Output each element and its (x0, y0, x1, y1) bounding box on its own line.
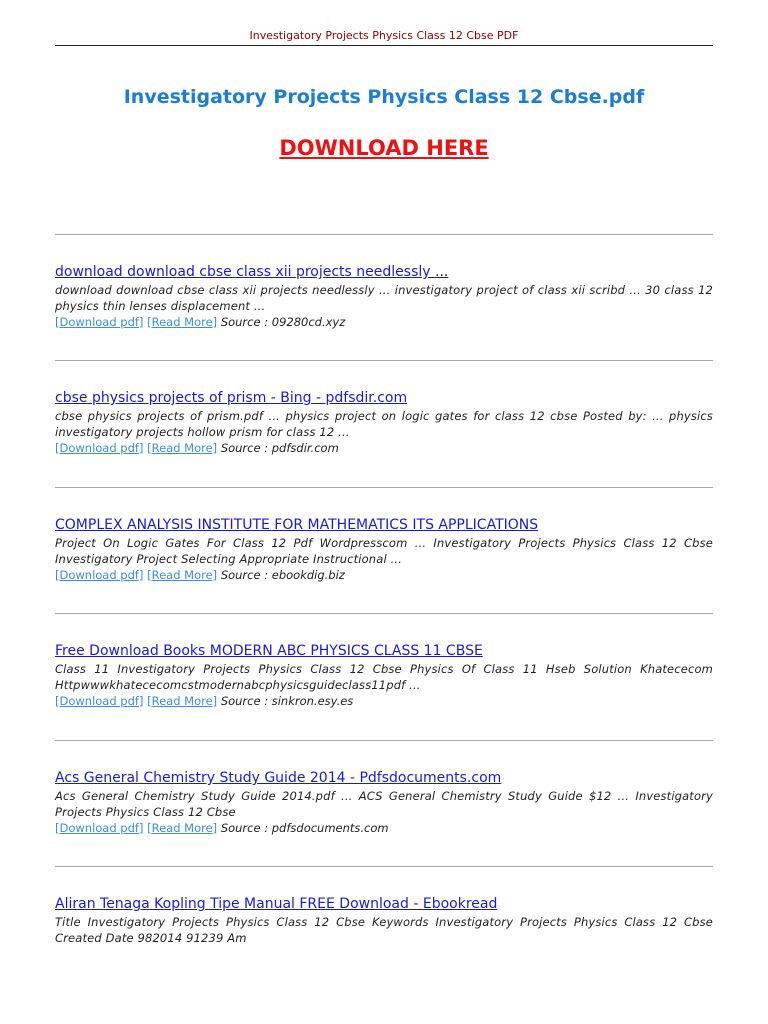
source-label: Source : (220, 441, 272, 455)
result-item (55, 389, 713, 456)
result-snippet: Title Investigatory Projects Physics Class 12 Cbse Keywords Investigatory Projects Physics Class 12 Cbse Created Date 982014 91239 Am (55, 915, 713, 945)
result-title-link[interactable]: Acs General Chemistry Study Guide 2014 - Pdfsdocuments.com (55, 770, 502, 786)
result-meta (55, 314, 713, 330)
header-divider (55, 45, 713, 46)
result-divider (55, 613, 713, 614)
download-pdf-link[interactable]: [Download pdf] (55, 694, 144, 708)
result-snippet: Acs General Chemistry Study Guide 2014.pdf ... ACS General Chemistry Study Guide $12 ... Investigatory Projects Physics Class 12 Cbse (55, 789, 713, 819)
result-item (55, 516, 713, 583)
running-header-title: Investigatory Projects Physics Class 12 Cbse PDF (249, 29, 519, 42)
read-more-link[interactable]: [Read More] (147, 694, 218, 708)
result-item (55, 895, 713, 946)
source-value: pdfsdocuments.com (271, 821, 389, 835)
result-title-link[interactable]: COMPLEX ANALYSIS INSTITUTE FOR MATHEMATICS ITS APPLICATIONS (55, 517, 539, 533)
result-snippet: download download cbse class xii projects needlessly ... investigatory project of class xii scribd ... 30 class 12 physics thin lenses displacement ... (55, 283, 713, 313)
source-value: sinkron.esy.es (271, 694, 354, 708)
result-title-link[interactable]: cbse physics projects of prism - Bing - pdfsdir.com (55, 390, 408, 406)
source-label: Source : (220, 821, 272, 835)
download-pdf-link[interactable]: [Download pdf] (55, 441, 144, 455)
source-value: pdfsdir.com (271, 441, 339, 455)
result-divider (55, 234, 713, 235)
read-more-link[interactable]: [Read More] (147, 315, 218, 329)
result-divider (55, 360, 713, 361)
result-title-link[interactable]: Aliran Tenaga Kopling Tipe Manual FREE Download - Ebookread (55, 896, 498, 912)
source-label: Source : (220, 568, 272, 582)
result-item (55, 642, 713, 709)
read-more-link[interactable]: [Read More] (147, 441, 218, 455)
result-snippet: cbse physics projects of prism.pdf ... physics project on logic gates for class 12 cbse Posted by: ... physics investigatory projects hollow prism for class 12 ... (55, 409, 713, 439)
result-meta (55, 693, 713, 709)
source-label: Source : (220, 694, 272, 708)
result-divider (55, 487, 713, 488)
result-item (55, 769, 713, 836)
source-value: ebookdig.biz (271, 568, 345, 582)
result-divider (55, 740, 713, 741)
result-divider (55, 866, 713, 867)
download-pdf-link[interactable]: [Download pdf] (55, 315, 144, 329)
download-here-link[interactable]: DOWNLOAD HERE (279, 136, 489, 160)
result-meta (55, 567, 713, 583)
result-snippet: Class 11 Investigatory Projects Physics Class 12 Cbse Physics Of Class 11 Hseb Solution Khatececom Httpwwwkhatececomcstmodernabcphysicsguideclass11pdf ... (55, 662, 713, 692)
read-more-link[interactable]: [Read More] (147, 568, 218, 582)
source-value: 09280cd.xyz (271, 315, 346, 329)
download-pdf-link[interactable]: [Download pdf] (55, 821, 144, 835)
download-pdf-link[interactable]: [Download pdf] (55, 568, 144, 582)
result-snippet: Project On Logic Gates For Class 12 Pdf Wordpresscom ... Investigatory Projects Physics Class 12 Cbse Investigatory Project Selecting Appropriate Instructional ... (55, 536, 713, 566)
result-meta (55, 440, 713, 456)
result-title-link[interactable]: Free Download Books MODERN ABC PHYSICS CLASS 11 CBSE (55, 643, 483, 659)
result-title-link[interactable]: download download cbse class xii projects needlessly ... (55, 264, 449, 280)
source-label: Source : (220, 315, 272, 329)
result-item (55, 263, 713, 330)
result-meta (55, 820, 713, 836)
read-more-link[interactable]: [Read More] (147, 821, 218, 835)
document-title: Investigatory Projects Physics Class 12 Cbse.pdf (123, 86, 645, 108)
